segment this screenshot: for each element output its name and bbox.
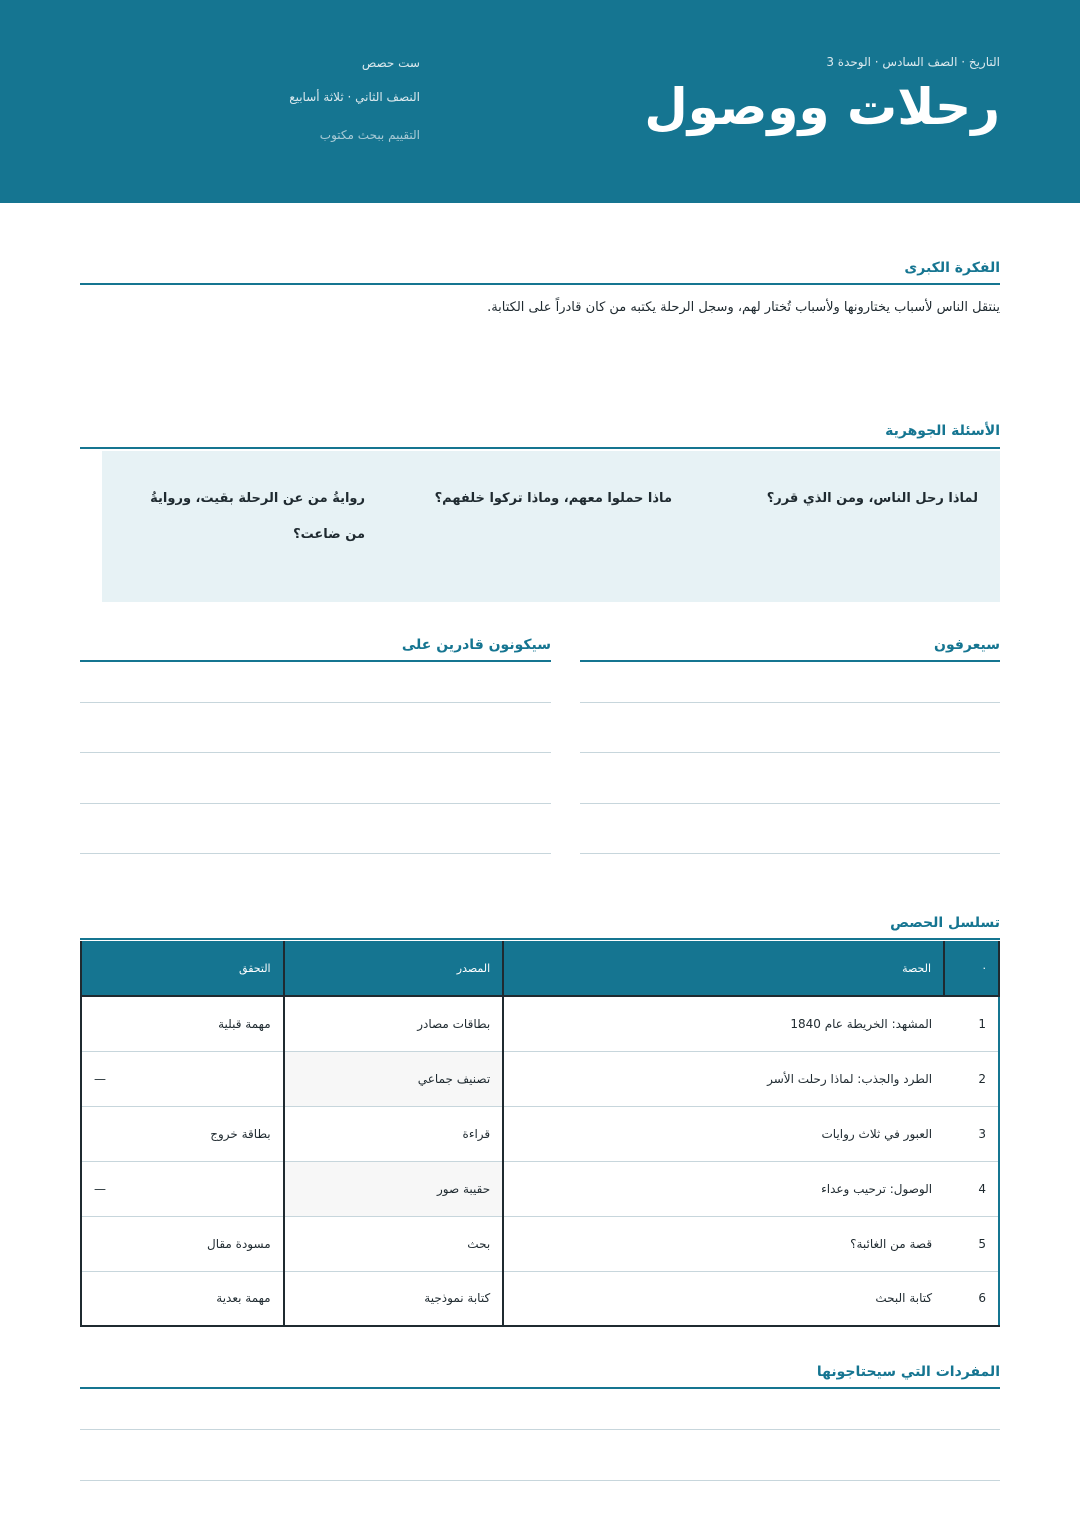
vocabulary-line — [80, 1429, 1000, 1430]
row-check: — — [81, 1161, 284, 1216]
table-row — [81, 1106, 999, 1161]
know-line — [580, 803, 1000, 804]
col-source: المصدر — [284, 941, 504, 996]
essential-questions-heading: الأسئلة الجوهرية — [885, 423, 1000, 439]
row-source: كتابة نموذجية — [284, 1271, 504, 1326]
row-number: 6 — [944, 1271, 999, 1326]
essential-question-2: ماذا حملوا معهم، وماذا تركوا خلفهم؟ — [434, 491, 672, 506]
row-lesson: العبور في ثلاث روايات — [503, 1106, 944, 1161]
table-row — [81, 1216, 999, 1271]
row-lesson: الوصول: ترحيب وعداء — [503, 1161, 944, 1216]
row-lesson: كتابة البحث — [503, 1271, 944, 1326]
row-check: بطاقة خروج — [81, 1106, 284, 1161]
meta-sessions: ست حصص — [361, 56, 420, 70]
able-line — [80, 752, 551, 753]
col-check: التحقق — [81, 941, 284, 996]
row-source: تصنيف جماعي — [284, 1051, 504, 1106]
row-source: بطاقات مصادر — [284, 996, 504, 1051]
row-lesson: الطرد والجذب: لماذا رحلت الأسر — [503, 1051, 944, 1106]
row-number: 1 — [944, 996, 999, 1051]
vocabulary-heading: المفردات التي سيحتاجونها — [816, 1364, 1000, 1380]
row-check: — — [81, 1051, 284, 1106]
row-source: قراءة — [284, 1106, 504, 1161]
table-header-row — [81, 941, 999, 996]
unit-kicker: التاريخ · الصف السادس · الوحدة 3 — [826, 55, 1000, 69]
able-heading: سيكونون قادرين على — [401, 637, 551, 653]
essential-question-3: روايةُ من عن الرحلة بقيت، وروايةُ من ضاعت؟ — [150, 491, 365, 542]
meta-assessment: التقييم ببحث مكتوب — [319, 128, 420, 142]
essential-questions-box — [102, 451, 1000, 602]
row-check: مهمة قبلية — [81, 996, 284, 1051]
meta-duration: النصف الثاني · ثلاثة أسابيع — [289, 90, 420, 104]
know-line — [580, 702, 1000, 703]
table-row — [81, 1161, 999, 1216]
able-line — [80, 853, 551, 854]
row-source: حقيبة صور — [284, 1161, 504, 1216]
vocabulary-line — [80, 1480, 1000, 1481]
essential-question-1: لماذا رحل الناس، ومن الذي قرر؟ — [766, 491, 978, 506]
col-index: · — [944, 941, 999, 996]
big-idea-heading: الفكرة الكبرى — [904, 260, 1000, 276]
know-rule — [580, 660, 1000, 662]
know-line — [580, 853, 1000, 854]
row-number: 2 — [944, 1051, 999, 1106]
page-title: رحلات ووصول — [644, 78, 1000, 136]
vocabulary-rule — [80, 1387, 1000, 1389]
col-lesson: الحصة — [503, 941, 944, 996]
know-heading: سيعرفون — [934, 637, 1000, 653]
sequence-rule — [80, 938, 1000, 940]
big-idea-rule — [80, 283, 1000, 285]
able-line — [80, 702, 551, 703]
table-row — [81, 996, 999, 1051]
header-banner — [0, 0, 1080, 203]
row-lesson: المشهد: الخريطة عام 1840 — [503, 996, 944, 1051]
row-source: بحث — [284, 1216, 504, 1271]
row-number: 3 — [944, 1106, 999, 1161]
sequence-table — [80, 941, 1000, 1327]
sequence-heading: تسلسل الحصص — [890, 915, 1000, 931]
essential-questions-rule — [80, 447, 1000, 449]
table-row — [81, 1271, 999, 1326]
row-check: مهمة بعدية — [81, 1271, 284, 1326]
able-rule — [80, 660, 551, 662]
row-check: مسودة مقال — [81, 1216, 284, 1271]
row-number: 4 — [944, 1161, 999, 1216]
able-line — [80, 803, 551, 804]
big-idea-text: ينتقل الناس لأسباب يختارونها ولأسباب تُختار لهم، وسجل الرحلة يكتبه من كان قادراً على الكتابة. — [487, 300, 1000, 315]
row-lesson: قصة من الغائبة؟ — [503, 1216, 944, 1271]
row-number: 5 — [944, 1216, 999, 1271]
table-row — [81, 1051, 999, 1106]
know-line — [580, 752, 1000, 753]
